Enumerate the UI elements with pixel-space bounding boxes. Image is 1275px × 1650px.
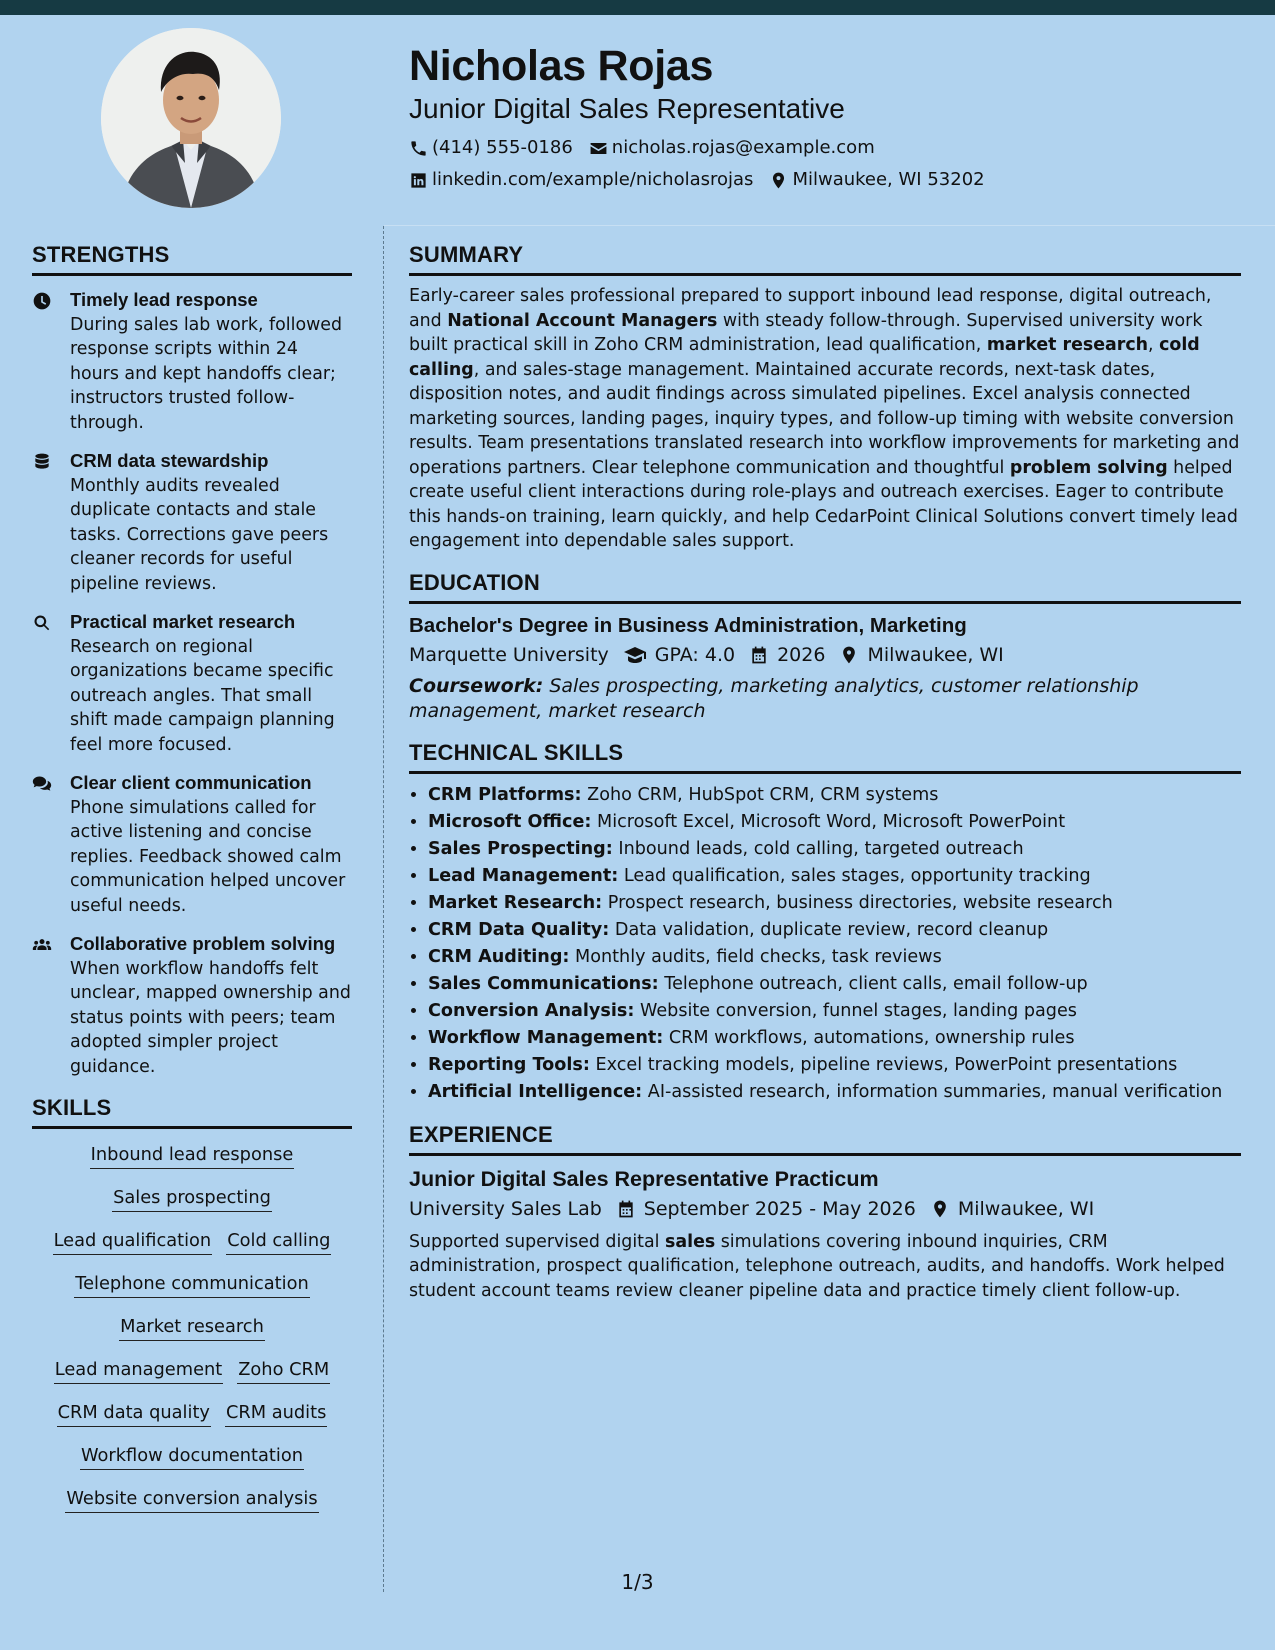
skill-chip: Telephone communication	[74, 1272, 309, 1298]
year-text: 2026	[777, 643, 826, 666]
technical-skill-value: Inbound leads, cold calling, targeted outreach	[612, 838, 1024, 859]
skill-line	[32, 1186, 352, 1212]
skill-line	[32, 1315, 352, 1341]
school-name	[409, 640, 609, 670]
technical-skill-label: CRM Platforms:	[428, 784, 582, 805]
technical-skill-item	[428, 836, 1241, 863]
org-text: University Sales Lab	[409, 1197, 602, 1220]
strength-title: Collaborative problem solving	[70, 933, 336, 954]
skill-chip: Lead qualification	[53, 1229, 213, 1255]
linkedin-text: linkedin.com/example/nicholasrojas	[432, 169, 754, 190]
contact-row-2	[409, 164, 1249, 196]
map-marker-icon	[839, 645, 859, 665]
phone-icon	[409, 139, 428, 158]
emphasis-text: National Account Managers	[447, 310, 718, 331]
technical-skill-label: Market Research:	[428, 892, 603, 913]
summary-heading: SUMMARY	[409, 242, 524, 267]
experience-dates	[616, 1194, 916, 1224]
emphasis-text: problem solving	[1009, 457, 1168, 478]
email-contact[interactable]	[589, 132, 875, 164]
strength-title: Timely lead response	[70, 289, 258, 310]
strength-content	[70, 449, 352, 596]
text-segment: , and sales-stage management. Maintained accurate records, next-task dates, disposition notes, and audit findings across simulated pipelines. Excel analysis connected marketing sources, landing pages, inquiry types, and follow-up timing with website conversion results. Team presentations translated research into workflow improvements for marketing and operations partners. Clear telephone communication and thoughtful	[409, 359, 1240, 478]
strength-description: Monthly audits revealed duplicate contacts and stale tasks. Corrections gave peers cleaner records for useful pipeline reviews.	[70, 475, 329, 594]
text-segment: Early-career sales professional prepared to support inbound lead response, digital outreach, and	[409, 286, 1212, 331]
school-text: Marquette University	[409, 643, 609, 666]
strength-description: During sales lab work, followed response scripts within 24 hours and kept handoffs clear; instructors trusted follow-through.	[70, 314, 343, 433]
education-meta	[409, 640, 1241, 670]
technical-skill-item	[428, 809, 1241, 836]
summary-rule	[409, 273, 1241, 276]
education-location-text: Milwaukee, WI	[867, 643, 1004, 666]
text-segment: simulations covering inbound inquiries, CRM administration, prospect qualification, telephone outreach, audits, and handoffs. Work helped student account teams review cleaner pipeline data and practice timely client follow-up.	[409, 1231, 1225, 1301]
header-divider	[384, 225, 1275, 226]
technical-skill-label: Lead Management:	[428, 865, 619, 886]
right-column	[409, 240, 1241, 1303]
technical-skill-value: Microsoft Excel, Microsoft Word, Microsoft PowerPoint	[591, 811, 1066, 832]
skill-line	[32, 1358, 352, 1384]
technical-skill-value: Data validation, duplicate review, record cleanup	[609, 919, 1049, 940]
candidate-name: Nicholas Rojas	[409, 42, 714, 90]
skill-chip: Zoho CRM	[237, 1358, 330, 1384]
technical-skill-value: Excel tracking models, pipeline reviews, PowerPoint presentations	[589, 1054, 1178, 1075]
experience-org	[409, 1194, 602, 1224]
experience-section	[409, 1120, 1241, 1304]
column-divider	[383, 226, 384, 1592]
emphasis-text: cold calling	[409, 335, 1200, 380]
strength-title: Practical market research	[70, 611, 296, 632]
text-segment: ,	[1148, 335, 1160, 355]
technical-skills-heading: TECHNICAL SKILLS	[409, 739, 624, 765]
technical-skill-item	[428, 782, 1241, 809]
clock-icon	[32, 288, 70, 435]
graduation-year	[749, 640, 825, 670]
users-icon	[32, 932, 70, 1079]
technical-skill-label: CRM Data Quality:	[428, 919, 610, 940]
technical-skill-value: Prospect research, business directories, website research	[602, 892, 1113, 913]
map-marker-icon	[769, 171, 788, 190]
linkedin-icon	[409, 171, 428, 190]
strengths-rule	[32, 273, 352, 276]
strength-title: CRM data stewardship	[70, 450, 269, 471]
skill-line	[32, 1487, 352, 1513]
experience-rule	[409, 1153, 1241, 1156]
technical-skill-value: Zoho CRM, HubSpot CRM, CRM systems	[581, 784, 939, 805]
technical-skill-value: Monthly audits, field checks, task reviews	[569, 946, 942, 967]
calendar-icon	[749, 645, 769, 665]
experience-role: Junior Digital Sales Representative Practicum	[409, 1166, 879, 1191]
technical-skill-item	[428, 1079, 1241, 1106]
skill-line	[32, 1272, 352, 1298]
technical-skill-item	[428, 971, 1241, 998]
strength-content	[70, 288, 352, 435]
skill-chip: Market research	[119, 1315, 265, 1341]
email-text: nicholas.rojas@example.com	[611, 137, 875, 158]
strength-item	[32, 771, 352, 918]
candidate-title: Junior Digital Sales Representative	[409, 93, 845, 124]
technical-skill-label: Workflow Management:	[428, 1027, 664, 1048]
strength-item	[32, 449, 352, 596]
database-icon	[32, 449, 70, 596]
emphasis-text: market research	[986, 335, 1149, 355]
coursework-label: Coursework:	[409, 674, 544, 697]
strength-description: Phone simulations called for active listening and concise replies. Feedback showed calm communication helped uncover useful needs.	[70, 797, 346, 916]
technical-skill-item	[428, 890, 1241, 917]
envelope-icon	[589, 139, 608, 158]
technical-skill-value: CRM workflows, automations, ownership rules	[663, 1027, 1075, 1048]
skill-line	[32, 1143, 352, 1169]
top-bar	[0, 0, 1275, 15]
technical-skill-value: AI-assisted research, information summaries, manual verification	[642, 1081, 1223, 1102]
location-text: Milwaukee, WI 53202	[792, 169, 985, 190]
technical-skill-label: Sales Communications:	[428, 973, 659, 994]
calendar-icon	[616, 1199, 636, 1219]
technical-skill-item	[428, 863, 1241, 890]
strength-content	[70, 610, 352, 757]
skill-line	[32, 1401, 352, 1427]
skill-line	[32, 1229, 352, 1255]
coursework-text: Sales prospecting, marketing analytics, customer relationship management, market research	[409, 674, 1139, 722]
technical-skill-label: Sales Prospecting:	[428, 838, 613, 859]
experience-heading: EXPERIENCE	[409, 1121, 553, 1147]
technical-skill-label: Reporting Tools:	[428, 1054, 590, 1075]
technical-skills-list	[409, 782, 1241, 1106]
technical-skill-item	[428, 1025, 1241, 1052]
skill-chip: Sales prospecting	[112, 1186, 272, 1212]
strength-item	[32, 610, 352, 757]
skills-heading: SKILLS	[32, 1095, 112, 1120]
strength-title: Clear client communication	[70, 772, 312, 793]
text-segment: with steady follow-through. Supervised university work built practical skill in Zoho CRM administration, lead qualification,	[409, 310, 1203, 355]
skill-chip: CRM audits	[225, 1401, 327, 1427]
technical-skill-item	[428, 944, 1241, 971]
skill-chip: Cold calling	[226, 1229, 331, 1255]
dates-text: September 2025 - May 2026	[643, 1197, 916, 1220]
phone-contact[interactable]	[409, 132, 573, 164]
technical-skills-rule	[409, 771, 1241, 774]
skill-chip: CRM data quality	[57, 1401, 211, 1427]
experience-description	[409, 1230, 1241, 1304]
technical-skill-label: Conversion Analysis:	[428, 1000, 635, 1021]
technical-skill-value: Website conversion, funnel stages, landing pages	[634, 1000, 1077, 1021]
profile-photo	[101, 28, 281, 208]
experience-location-text: Milwaukee, WI	[957, 1197, 1095, 1220]
skills-list	[32, 1143, 352, 1513]
map-marker-icon	[930, 1199, 950, 1219]
comments-icon	[32, 771, 70, 918]
skill-chip: Website conversion analysis	[65, 1487, 318, 1513]
strength-description: When workflow handoffs felt unclear, mapped ownership and status points with peers; team adopted simpler project guidance.	[70, 958, 351, 1077]
degree-title: Bachelor's Degree in Business Administration, Marketing	[409, 613, 967, 637]
technical-skills-section	[409, 738, 1241, 1106]
skill-chip: Lead management	[54, 1358, 223, 1384]
page-indicator: 1/3	[621, 1570, 654, 1594]
skill-chip: Workflow documentation	[80, 1444, 304, 1470]
education-section	[409, 568, 1241, 724]
strengths-heading: STRENGTHS	[32, 242, 170, 267]
location-contact	[769, 164, 984, 196]
linkedin-contact[interactable]	[409, 164, 753, 196]
technical-skill-label: Microsoft Office:	[428, 811, 592, 832]
strength-item	[32, 288, 352, 435]
technical-skill-label: Artificial Intelligence:	[428, 1081, 643, 1102]
technical-skill-value: Lead qualification, sales stages, opportunity tracking	[618, 865, 1091, 886]
technical-skill-label: CRM Auditing:	[428, 946, 570, 967]
experience-location	[930, 1194, 1094, 1224]
skill-line	[32, 1444, 352, 1470]
strength-content	[70, 932, 352, 1079]
experience-meta	[409, 1194, 1241, 1224]
gpa-text: GPA: 4.0	[654, 643, 736, 666]
emphasis-text: sales	[665, 1231, 716, 1252]
header	[409, 40, 1249, 196]
technical-skill-value: Telephone outreach, client calls, email follow-up	[658, 973, 1088, 994]
skill-chip: Inbound lead response	[90, 1143, 295, 1169]
coursework	[409, 674, 1241, 724]
strengths-list	[32, 288, 352, 1079]
summary-text	[409, 284, 1241, 554]
graduation-cap-icon	[623, 643, 647, 667]
phone-text: (414) 555-0186	[432, 137, 573, 158]
strength-description: Research on regional organizations became specific outreach angles. That small shift made campaign planning feel more focused.	[70, 636, 335, 755]
search-icon	[32, 610, 70, 757]
strength-item	[32, 932, 352, 1079]
technical-skill-item	[428, 998, 1241, 1025]
skills-rule	[32, 1126, 352, 1129]
technical-skill-item	[428, 1052, 1241, 1079]
gpa	[623, 640, 735, 670]
education-location	[839, 640, 1003, 670]
text-segment: helped create useful client interactions during role-plays and outreach exercises. Eager to contribute this hands-on training, learn quickly, and help CedarPoint Clinical Solutions convert timely lead engagement into dependable sales support.	[409, 457, 1238, 551]
strength-content	[70, 771, 352, 918]
education-rule	[409, 601, 1241, 604]
contact-row-1	[409, 132, 1249, 164]
text-segment: Supported supervised digital	[409, 1231, 666, 1252]
technical-skill-item	[428, 917, 1241, 944]
left-column	[32, 240, 352, 1530]
education-heading: EDUCATION	[409, 569, 540, 595]
